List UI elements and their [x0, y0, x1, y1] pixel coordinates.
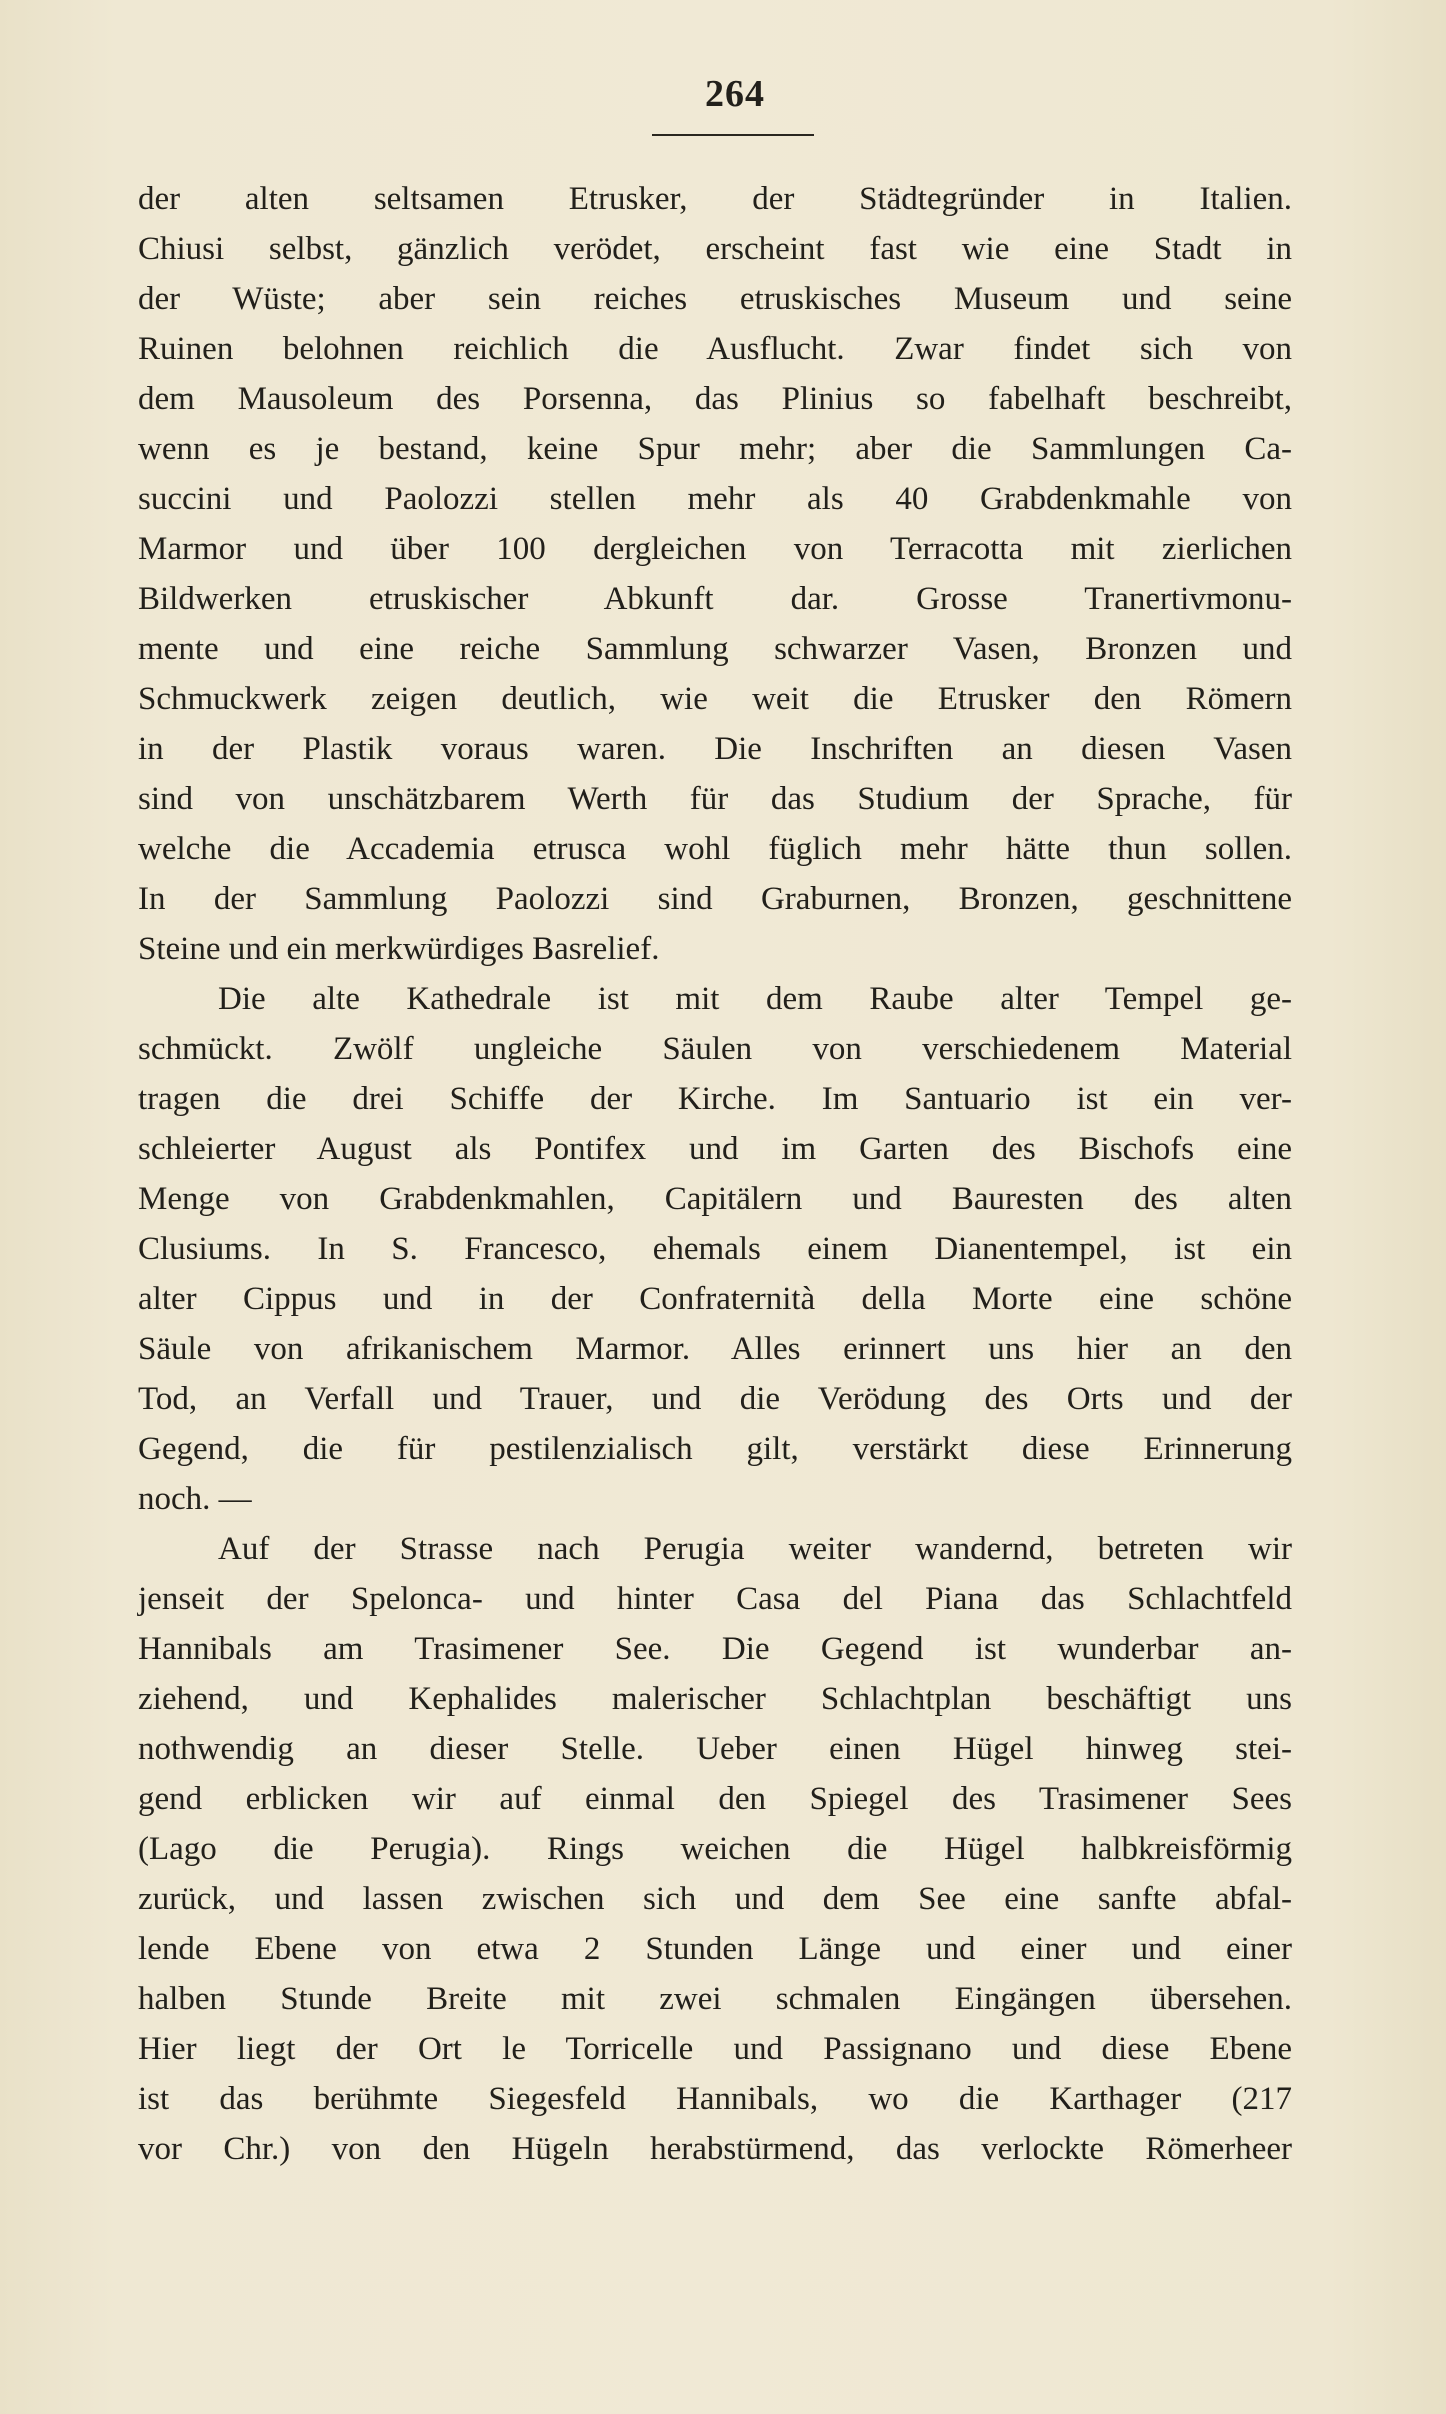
text-line: tragen die drei Schiffe der Kirche. Im Santuario ist ein ver-: [138, 1081, 1292, 1117]
text-line: halben Stunde Breite mit zwei schmalen Eingängen übersehen.: [138, 1981, 1292, 2017]
text-line: der Wüste; aber sein reiches etruskisches Museum und seine: [138, 281, 1292, 317]
header-rule: [652, 134, 814, 136]
text-line: jenseit der Spelonca- und hinter Casa del Piana das Schlachtfeld: [138, 1581, 1292, 1617]
text-line: gend erblicken wir auf einmal den Spiegel des Trasimener Sees: [138, 1781, 1292, 1817]
text-line: Säule von afrikanischem Marmor. Alles erinnert uns hier an den: [138, 1331, 1292, 1367]
text-line: Schmuckwerk zeigen deutlich, wie weit die Etrusker den Römern: [138, 681, 1292, 717]
text-line: Hier liegt der Ort le Torricelle und Passignano und diese Ebene: [138, 2031, 1292, 2067]
text-line: Ruinen belohnen reichlich die Ausflucht. Zwar findet sich von: [138, 331, 1292, 367]
text-line: Die alte Kathedrale ist mit dem Raube alter Tempel ge-: [218, 981, 1292, 1017]
text-line: dem Mausoleum des Porsenna, das Plinius so fabelhaft beschreibt,: [138, 381, 1292, 417]
body-text: [138, 174, 1292, 2174]
text-line: lende Ebene von etwa 2 Stunden Länge und einer und einer: [138, 1931, 1292, 1967]
text-line: succini und Paolozzi stellen mehr als 40 Grabdenkmahle von: [138, 481, 1292, 517]
text-line: welche die Accademia etrusca wohl füglich mehr hätte thun sollen.: [138, 831, 1292, 867]
text-line: mente und eine reiche Sammlung schwarzer Vasen, Bronzen und: [138, 631, 1292, 667]
text-line: In der Sammlung Paolozzi sind Graburnen, Bronzen, geschnittene: [138, 881, 1292, 917]
text-line: sind von unschätzbarem Werth für das Studium der Sprache, für: [138, 781, 1292, 817]
text-line: nothwendig an dieser Stelle. Ueber einen Hügel hinweg stei-: [138, 1731, 1292, 1767]
text-line: schmückt. Zwölf ungleiche Säulen von verschiedenem Material: [138, 1031, 1292, 1067]
text-line: Marmor und über 100 dergleichen von Terracotta mit zierlichen: [138, 531, 1292, 567]
text-line: wenn es je bestand, keine Spur mehr; aber die Sammlungen Ca-: [138, 431, 1292, 467]
text-line: in der Plastik voraus waren. Die Inschriften an diesen Vasen: [138, 731, 1292, 767]
text-line: alter Cippus und in der Confraternità della Morte eine schöne: [138, 1281, 1292, 1317]
page-number: 264: [705, 73, 765, 115]
text-line: noch. —: [138, 1481, 252, 1517]
text-line: schleierter August als Pontifex und im Garten des Bischofs eine: [138, 1131, 1292, 1167]
text-line: ziehend, und Kephalides malerischer Schlachtplan beschäftigt uns: [138, 1681, 1292, 1717]
text-line: Auf der Strasse nach Perugia weiter wandernd, betreten wir: [218, 1531, 1292, 1567]
text-line: Hannibals am Trasimener See. Die Gegend ist wunderbar an-: [138, 1631, 1292, 1667]
text-line: vor Chr.) von den Hügeln herabstürmend, das verlockte Römerheer: [138, 2131, 1292, 2167]
text-line: Clusiums. In S. Francesco, ehemals einem Dianentempel, ist ein: [138, 1231, 1292, 1267]
text-line: Gegend, die für pestilenzialisch gilt, verstärkt diese Erinnerung: [138, 1431, 1292, 1467]
text-line: Steine und ein merkwürdiges Basrelief.: [138, 931, 660, 967]
text-line: der alten seltsamen Etrusker, der Städtegründer in Italien.: [138, 181, 1292, 217]
text-line: Bildwerken etruskischer Abkunft dar. Grosse Tranertivmonu-: [138, 581, 1292, 617]
text-line: Menge von Grabdenkmahlen, Capitälern und Bauresten des alten: [138, 1181, 1292, 1217]
text-line: (Lago die Perugia). Rings weichen die Hügel halbkreisförmig: [138, 1831, 1292, 1867]
text-line: ist das berühmte Siegesfeld Hannibals, wo die Karthager (217: [138, 2081, 1292, 2117]
text-line: Chiusi selbst, gänzlich verödet, erscheint fast wie eine Stadt in: [138, 231, 1292, 267]
text-line: zurück, und lassen zwischen sich und dem See eine sanfte abfal-: [138, 1881, 1292, 1917]
text-line: Tod, an Verfall und Trauer, und die Verödung des Orts und der: [138, 1381, 1292, 1417]
